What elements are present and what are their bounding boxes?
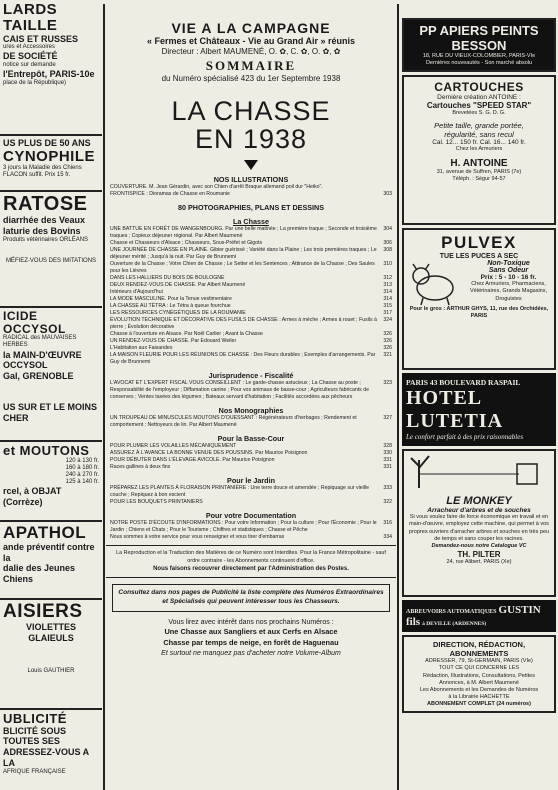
papiers-peints-address: 18, RUE DU VIEUX-COLOMBIER, PARIS-VIe <box>422 53 536 59</box>
divider <box>106 577 396 578</box>
billiards-line-2: ures et Accessoires <box>3 44 56 51</box>
toc-entry-page: 313 <box>383 281 392 288</box>
ratose-title: RATOSE <box>3 193 88 215</box>
ratose-line-1: diarrhée des Veaux <box>3 215 86 225</box>
moutons-title: et MOUTONS <box>3 443 90 458</box>
occysol-ad <box>0 308 102 442</box>
publicite-line-3: AFRIQUE FRANÇAISE <box>3 768 66 775</box>
section-heading: La Chasse <box>233 216 269 226</box>
boxed-notice: Consultez dans nos pages de Publicité la liste complète des Numéros Extraordinaires et Spécialisés qui peuvent intéresser tous les Chasseurs. <box>112 584 390 612</box>
toc-entry <box>106 282 396 289</box>
occysol-title: ICIDE OCCYSOL <box>3 309 66 336</box>
toc-entry-title: L'AVOCAT ET L'EXPERT FISCAL VOUS CONSEILLENT : Le garde-chasse astucieux ; La Chasse au poste ; Responsabilité de l'employeur ; Diffamation canine ; Pour vos animaux de basse-cour ; Agriculteurs fabricants de conserves ; Ventes taxées des légumes ; Bateaux servant d'habitation ; Facilités accordées aux pêcheurs <box>110 380 369 401</box>
tree-puller-illustration-icon <box>409 454 549 490</box>
direction-line-1: ADRESSER, 79, St-GERMAIN, PARIS (VIe) <box>425 658 533 665</box>
papiers-peints-tagline: Dernières nouveautés - Son marché absolu <box>425 60 533 67</box>
lutetia-tagline: Le confort parfait à des prix raisonnables <box>406 433 524 442</box>
cartouches-ad <box>402 75 556 225</box>
toc-entry-page: 315 <box>383 302 392 309</box>
pulvex-line-5: Pour le gros : ARTHUR GHYS, 11, rue des Orchidées, PARIS <box>409 306 549 320</box>
occysol-line-1: RADICAL des MAUVAISES HERBES <box>3 335 77 349</box>
toc-entry-page: 304 <box>383 225 392 232</box>
toc-entry <box>106 457 396 464</box>
toc-entry <box>106 380 396 401</box>
reproduction-note <box>106 550 396 573</box>
capathol-line-2: dalie des Jeunes Chiens <box>3 563 76 585</box>
main-title-line-1: LA CHASSE <box>171 96 331 126</box>
toc-entry-title: COUVERTURE. M. Jean Gérardin, avec son Chien d'arrêt Braque allemand poil dur "Heiko". <box>110 183 323 190</box>
pulvex-price: Prix : 5 - 10 - 16 fr. <box>480 274 537 282</box>
cartouches-telephone: Téléph. : Ségur 94-57 <box>452 175 506 182</box>
moutons-price-1: 120 à 130 fr. <box>65 457 99 464</box>
toc-entry-title: LA CHASSE AU TÉTRA : Le Tétra à queue fourchue <box>110 302 231 309</box>
gustin-title: GUSTIN fils <box>406 604 541 629</box>
billiards-line-1: CAIS ET RUSSES <box>3 33 79 44</box>
moutons-price-2: 160 à 180 fr. <box>65 464 99 471</box>
monkey-body: Si vous voulez faire de force économique en travail et en main-d'œuvre, employez cette machine, qui permet à vos propres ouvriers d'arracher arbres et souches en très peu de temps et sans couper les racines. <box>408 514 550 542</box>
toc-entry-page: 306 <box>383 239 392 246</box>
pulvex-subtitle: TUE LES PUCES A SEC <box>439 253 519 261</box>
pulvex-line-4: Chez Armuriers, Pharmaciens, Vétérinaires, Grands Magasins, Droguistes <box>469 281 548 302</box>
toc-entry-page: 321 <box>383 352 392 358</box>
gustin-line-1: ABREUVOIRS AUTOMATIQUES <box>406 609 497 616</box>
magazine-subtitle: « Fermes et Châteaux - Vie au Grand Air » réunis <box>146 36 356 46</box>
toc-entry-title: PRÉPAREZ LES PLANTES À FLORAISON PRINTANIÈRE : Une terre douce et amendée ; Repiquage sur vieille couche ; Repiquez à bon escient <box>110 485 369 499</box>
moutons-price-3: 240 à 270 fr. <box>65 472 99 479</box>
capathol-line-1: ande préventif contre la <box>3 541 95 563</box>
section-heading: Pour le Jardin <box>227 476 275 486</box>
section-heading: NOS ILLUSTRATIONS <box>213 174 289 184</box>
magazine-director: Directeur : Albert MAUMENÉ, O. ✿, C. ✿, O. ✿, ✿ <box>161 47 341 56</box>
toc-entry-title: UNE BATTUE EN FORÊT DE WANGENBOURG. Par une belle matinée ; La première traque ; Seconde et troisième traques ; Copieux déjeuner régional. Par Albert Maumené <box>110 225 377 239</box>
toc-entry-title: LES RESSOURCES CYNÉGÉTIQUES DE LA ROUMANIE <box>110 309 246 316</box>
section-heading: 80 PHOTOGRAPHIES, PLANS ET DESSINS <box>177 202 325 212</box>
direction-box <box>402 635 556 713</box>
toc-entry <box>106 191 396 198</box>
occysol-line-4: Gal, GRENOBLE <box>3 371 74 382</box>
cartouches-line-7: Chez les Armuriers <box>455 146 503 153</box>
direction-line-6: à la Librairie HACHETTE <box>448 693 510 700</box>
toc-entry-title: NOTRE POSTE D'ÉCOUTE D'INFORMATIONS : Pour votre Information ; Pour la culture ; Pour l'Économie ; Pour le Jardin ; Chiens et Chats ; Pour le Tourisme ; Chiffres et statistiques ; Chasse et Pêche <box>110 520 377 534</box>
toc-entry-title: Nous sommes à votre service pour vous renseigner et vous tirer d'embarras <box>110 534 285 541</box>
toc-entry <box>106 184 396 191</box>
cartouches-prices: Cal. 12... 150 fr. Cal. 16... 140 fr. <box>432 139 526 147</box>
occysol-line-5: US SUR ET LE MOINS CHER <box>3 401 98 423</box>
gustin-ad <box>402 600 556 632</box>
gustin-line-2: à DEVILLE (ARDENNES) <box>422 621 487 628</box>
toc-entry <box>106 520 396 534</box>
toc-entry <box>106 226 396 240</box>
toc-entry-page: 303 <box>383 190 392 197</box>
toc-entry-page: 317 <box>383 309 392 316</box>
toc-entry <box>106 303 396 310</box>
cartouches-line-3: Brevetées S. G. D. G. <box>452 110 506 117</box>
ratose-line-3: Produits vétérinaires ORLÉANS <box>3 236 89 243</box>
cartouches-line-1: Dernière création ANTOINE : <box>437 94 521 102</box>
down-triangle-icon <box>244 160 258 170</box>
pulvex-line-1: Non-Toxique <box>487 260 530 268</box>
publicite-ad <box>0 710 102 778</box>
pulvex-ad <box>402 228 556 370</box>
capathol-title: APATHOL <box>3 523 87 542</box>
section-heading: Nos Monographies <box>218 406 284 416</box>
toc-entry-page: 333 <box>383 485 392 492</box>
toc-entry-title: UNE JOURNÉE DE CHASSE EN PLAINE. Gibier guérissé ; Variété dans la Plaine ; Les trois premières traques ; Le déjeuner mérité ; Jusqu'à la nuit. Par Guy de Brunnemi <box>110 246 377 260</box>
toc-entry-title: POUR LES BOUQUETS PRINTANIERS <box>110 499 203 506</box>
toc-entry <box>106 352 396 366</box>
toc-entry-page: 310 <box>383 260 392 267</box>
fraisiers-title: AISIERS <box>3 601 83 622</box>
toc-entry-title: UN TROUPEAU DE MINUSCULES MOUTONS D'OUESSANT : Régénérateurs d'herbages ; Rendement et comportement ; Nettoyeurs de lin. Par Albert Maumené <box>110 415 357 429</box>
fraisiers-line-2: GLAIEULS <box>28 632 74 643</box>
toc-entry-page: 314 <box>383 288 392 295</box>
toc-entry <box>106 464 396 471</box>
moutons-ad <box>0 442 102 522</box>
monkey-subtitle: Arracheur d'arbres et de souches <box>427 507 531 515</box>
ratose-ad <box>0 192 102 308</box>
section-heading: Pour votre Documentation <box>205 511 297 521</box>
cartouches-line-2: Cartouches "SPEED STAR" <box>426 101 532 111</box>
moutons-address: rcel, à OBJAT (Corrèze) <box>3 486 62 508</box>
ratose-line-4: MÉFIEZ-VOUS DES IMITATIONS <box>5 257 97 264</box>
ratose-line-2: laturie des Bovins <box>3 225 81 236</box>
toc-entry <box>106 331 396 338</box>
toc-entry-title: LA MODE MASCULINE. Pour la Tenue vestimentaire <box>110 295 232 302</box>
papiers-peints-title: PP APIERS PEINTS BESSON <box>419 23 539 53</box>
section-heading: Jurisprudence - Fiscalité <box>208 371 294 381</box>
table-of-contents <box>106 175 396 542</box>
toc-entry-page: 314 <box>383 295 392 302</box>
direction-line-5: Les Abonnements et les Demandes de Numéros <box>419 686 539 693</box>
lutetia-address: PARIS 43 BOULEVARD RASPAIL <box>406 378 521 388</box>
direction-title: DIRECTION, RÉDACTION, ABONNEMENTS <box>432 640 526 659</box>
billiards-line-3: DE SOCIÉTÉ <box>3 51 58 62</box>
section-heading: Pour la Basse-Cour <box>217 434 285 444</box>
cynophile-ad <box>0 136 102 192</box>
toc-entry-page: 327 <box>383 415 392 422</box>
toc-entry-title: Intérieurs d'Aujourd'hui <box>110 288 163 295</box>
toc-entry-title: Ouverture de la Chasse ; Votre Chien de Chasse ; Le Setter et les Sentences ; Attirance de la Chasse ; Des Saules pour les Lièvres <box>110 260 375 274</box>
cartouches-name: H. ANTOINE <box>450 157 508 169</box>
divider <box>106 545 396 546</box>
issue-line: du Numéro spécialisé 423 du 1er Septembre 1938 <box>161 74 341 83</box>
billiards-line-5: l'Entrepôt, PARIS-10e <box>3 69 95 80</box>
toc-entry-title: POUR DÉBUTER DANS L'ÉLEVAGE AVICOLE. Par Maurice Poisignon <box>110 457 275 464</box>
publicite-title: UBLICITÉ <box>3 711 67 726</box>
toc-entry-page: 326 <box>383 337 392 344</box>
column-rule-right <box>397 4 399 790</box>
toc-entry-title: DEUX RENDEZ-VOUS DE CHASSE. Par Albert Maumené <box>110 281 246 288</box>
sommaire-column <box>106 0 396 790</box>
right-ads-column <box>400 0 558 790</box>
monkey-address: 24, rue Alibert, PARIS (Xe) <box>446 558 512 565</box>
toc-entry-title: FRONTISPICE : Dioramas de Chasse en Roumanie <box>110 190 230 197</box>
toc-entry-page: 331 <box>383 464 392 471</box>
toc-entry <box>106 310 396 317</box>
toc-entry-page: 308 <box>383 246 392 253</box>
fraisiers-line-3: Louis GAUTHIER <box>27 667 75 674</box>
cartouches-address: 31, avenue de Suffren, PARIS (7e) <box>436 168 522 175</box>
toc-entry-page: 331 <box>383 457 392 464</box>
toc-entry-title: Chasse à l'ouverture en Alsace. Par Noël Carlier ; Avant la Chasse <box>110 330 263 337</box>
fraisiers-line-1: VIOLETTES <box>25 621 76 632</box>
occysol-line-3: OCCYSOL <box>3 360 48 371</box>
toc-entry-page: 326 <box>383 330 392 337</box>
publicite-line-1: BLICITÉ SOUS TOUTES SES <box>3 725 67 747</box>
billiards-line-6: place de la République) <box>3 80 67 87</box>
cynophile-line-1: US PLUS DE 50 ANS <box>3 138 91 148</box>
toc-entry-title: UN RENDEZ-VOUS DE CHASSE. Par Edouard Weiler <box>110 337 237 344</box>
left-ads-column <box>0 0 102 790</box>
monkey-catalogue: Demandez-nous notre Catalogue VC <box>431 542 527 549</box>
monkey-name: TH. PILTER <box>457 549 501 559</box>
toc-entry <box>106 247 396 261</box>
next-issue-2: Chasse par temps de neige, en forêt de Haguenau <box>163 638 339 648</box>
bottom-cut-line: Et surtout ne manquez pas d'acheter notre Volume-Album <box>161 650 341 658</box>
monkey-title: LE MONKEY <box>446 495 512 508</box>
toc-entry-page: 323 <box>383 380 392 387</box>
toc-entry <box>106 415 396 429</box>
direction-line-4: Annonces, à M. Albert Maumené <box>439 679 519 686</box>
toc-entry-page: 326 <box>383 344 392 351</box>
main-title-line-2: EN 1938 <box>194 124 308 155</box>
sommaire-heading: SOMMAIRE <box>205 58 297 73</box>
cynophile-line-2: 3 jours la Maladie des Chiens <box>3 164 82 171</box>
publicite-line-2: ADRESSEZ-VOUS A LA <box>3 747 89 769</box>
pulvex-title: PULVEX <box>441 233 517 253</box>
toc-entry <box>106 317 396 331</box>
cynophile-title: CYNOPHILE <box>3 147 96 165</box>
toc-entry <box>106 275 396 282</box>
cynophile-line-3: FLACON suffit. Prix 15 fr. <box>3 171 71 178</box>
toc-entry-page: 312 <box>383 274 392 281</box>
toc-entry <box>106 261 396 275</box>
toc-entry-title: LA MAISON FLEURIE POUR LES RÉUNIONS DE CHASSE : Des Fleurs durables ; Exemples d'arrangements. Par Guy de Brunnemi <box>110 352 376 366</box>
monkey-ad <box>402 449 556 597</box>
toc-entry <box>106 240 396 247</box>
billiards-line-4: notice sur demande <box>3 62 56 69</box>
toc-entry-page: 324 <box>383 316 392 323</box>
toc-entry-page: 334 <box>383 534 392 541</box>
papiers-peints-ad <box>402 18 556 72</box>
toc-entry-title: POUR PLUMER LES VOLAILLES MÉCANIQUEMENT <box>110 443 237 450</box>
hotel-lutetia-ad <box>402 373 556 446</box>
next-issues-intro: Vous lirez avec intérêt dans nos prochains Numéros : <box>168 618 334 626</box>
billiards-ad <box>0 0 102 136</box>
toc-entry-page: 328 <box>383 443 392 450</box>
toc-entry-title: ÉVOLUTION TECHNIQUE ET DÉCORATIVE DES FUSILS DE CHASSE : Armes à mèche ; Armes à rouet ; Fusils à pierre ; Évolution décorative <box>110 316 377 330</box>
toc-entry-title: Races gallines à deux fins <box>110 464 171 471</box>
toc-entry-title: L'Habitation aux Faisandes <box>110 344 173 351</box>
toc-entry-page: 330 <box>383 450 392 457</box>
dog-illustration-icon <box>407 260 463 306</box>
pulvex-line-2: Sans Odeur <box>488 267 529 275</box>
toc-entry-title: ASSUREZ À L'AVANCE LA BONNE VENUE DES POUSSINS. Par Maurice Poisignon <box>110 450 308 457</box>
cartouches-title: CARTOUCHES <box>434 80 524 95</box>
magazine-title: VIE A LA CAMPAGNE <box>171 20 331 36</box>
toc-entry <box>106 499 396 506</box>
toc-entry-page: 316 <box>383 520 392 527</box>
toc-entry <box>106 338 396 345</box>
billiards-title: LARDS TAILLE <box>3 1 58 34</box>
moutons-price-4: 125 à 140 fr. <box>65 479 99 486</box>
direction-line-3: Rédaction, Illustrations, Consultations, Petites <box>423 672 535 679</box>
occysol-line-2: la MAIN-D'ŒUVRE <box>3 349 82 360</box>
next-issue-1: Une Chasse aux Sangliers et aux Cerfs en Alsace <box>164 627 338 637</box>
next-issues <box>106 618 396 659</box>
reproduction-note-text: La Reproduction et la Traduction des Matières de ce Numéro sont Interdites. Pour la France Métropolitaine - sauf ordre contraire - les Abonnements continuent d'office. <box>116 550 386 564</box>
cartouches-line-5: régularité, sans recul <box>444 130 514 140</box>
toc-entry <box>106 289 396 296</box>
direction-line-2: TOUT CE QUI CONCERNE LES <box>438 665 520 672</box>
toc-entry <box>106 345 396 352</box>
fraisiers-ad <box>0 600 102 710</box>
direction-line-7: ABONNEMENT COMPLET (24 numéros) <box>427 701 531 708</box>
toc-entry-page: 322 <box>383 499 392 506</box>
toc-entry-title: Chasse et Chasseurs d'Alsace ; Chasseurs, Sous-Préfet et Gigots <box>110 239 263 246</box>
column-rule-left <box>103 4 105 790</box>
toc-entry-title: DANS LES HALLIERS DU BOIS DE BOULOGNE <box>110 274 225 281</box>
lutetia-title: HOTEL LUTETIA <box>406 387 504 433</box>
toc-entry <box>106 296 396 303</box>
cartouches-line-4: Petite taille, grande portée, <box>434 121 524 131</box>
capathol-ad <box>0 522 102 600</box>
toc-entry <box>106 485 396 499</box>
reproduction-note-bold: Nous faisons recouvrer directement par l'Administration des Postes. <box>153 565 349 572</box>
toc-entry <box>106 534 396 541</box>
